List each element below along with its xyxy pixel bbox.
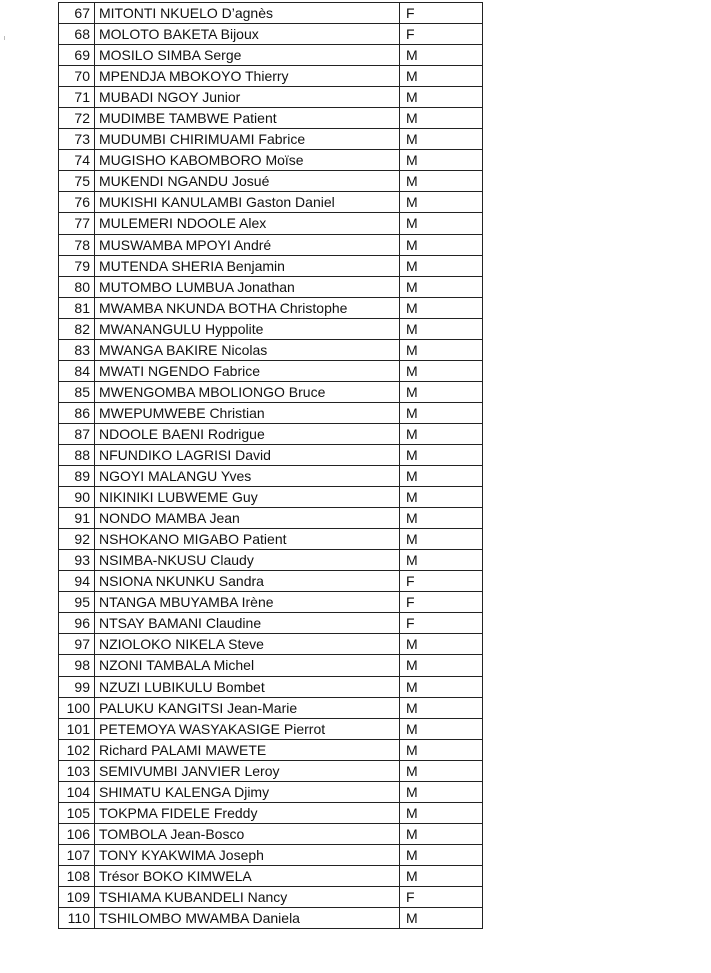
sex-code: F xyxy=(400,886,483,907)
table-row xyxy=(59,66,483,87)
person-name: NONDO MAMBA Jean xyxy=(95,508,400,529)
sex-code: M xyxy=(400,865,483,886)
person-name: MWANANGULU Hyppolite xyxy=(95,318,400,339)
table-row xyxy=(59,844,483,865)
table-row xyxy=(59,234,483,255)
table-row xyxy=(59,381,483,402)
person-name: MUBADI NGOY Junior xyxy=(95,87,400,108)
sex-code: F xyxy=(400,613,483,634)
row-number: 92 xyxy=(59,529,95,550)
person-name: NGOYI MALANGU Yves xyxy=(95,466,400,487)
person-name: MUSWAMBA MPOYI André xyxy=(95,234,400,255)
sex-code: M xyxy=(400,66,483,87)
table-row xyxy=(59,466,483,487)
table-row xyxy=(59,571,483,592)
row-number: 103 xyxy=(59,760,95,781)
sex-code: M xyxy=(400,781,483,802)
sex-code: M xyxy=(400,318,483,339)
sex-code: M xyxy=(400,129,483,150)
row-number: 67 xyxy=(59,3,95,24)
row-number: 75 xyxy=(59,171,95,192)
row-number: 93 xyxy=(59,550,95,571)
table-row xyxy=(59,3,483,24)
row-number: 105 xyxy=(59,802,95,823)
row-number: 86 xyxy=(59,402,95,423)
row-number: 87 xyxy=(59,423,95,444)
row-number: 83 xyxy=(59,339,95,360)
row-number: 99 xyxy=(59,676,95,697)
table-row xyxy=(59,634,483,655)
table-row xyxy=(59,171,483,192)
sex-code: M xyxy=(400,760,483,781)
table-row xyxy=(59,150,483,171)
table-row xyxy=(59,192,483,213)
sex-code: M xyxy=(400,634,483,655)
sex-code: M xyxy=(400,381,483,402)
person-name: Trésor BOKO KIMWELA xyxy=(95,865,400,886)
person-name: NSIONA NKUNKU Sandra xyxy=(95,571,400,592)
sex-code: M xyxy=(400,697,483,718)
table-row xyxy=(59,87,483,108)
sex-code: M xyxy=(400,676,483,697)
sex-code: M xyxy=(400,171,483,192)
roster-sheet xyxy=(58,2,482,929)
table-row xyxy=(59,865,483,886)
table-row xyxy=(59,908,483,929)
row-number: 106 xyxy=(59,823,95,844)
row-number: 90 xyxy=(59,487,95,508)
row-number: 80 xyxy=(59,276,95,297)
person-name: MWENGOMBA MBOLIONGO Bruce xyxy=(95,381,400,402)
person-name: Richard PALAMI MAWETE xyxy=(95,739,400,760)
person-name: MUTENDA SHERIA Benjamin xyxy=(95,255,400,276)
row-number: 96 xyxy=(59,613,95,634)
sex-code: M xyxy=(400,718,483,739)
person-name: SEMIVUMBI JANVIER Leroy xyxy=(95,760,400,781)
row-number: 88 xyxy=(59,444,95,465)
person-name: TOKPMA FIDELE Freddy xyxy=(95,802,400,823)
row-number: 94 xyxy=(59,571,95,592)
person-name: NIKINIKI LUBWEME Guy xyxy=(95,487,400,508)
row-number: 81 xyxy=(59,297,95,318)
table-row xyxy=(59,697,483,718)
row-number: 108 xyxy=(59,865,95,886)
person-name: MUDUMBI CHIRIMUAMI Fabrice xyxy=(95,129,400,150)
row-number: 82 xyxy=(59,318,95,339)
sex-code: M xyxy=(400,276,483,297)
person-name: NTSAY BAMANI Claudine xyxy=(95,613,400,634)
table-row xyxy=(59,276,483,297)
person-name: NSIMBA-NKUSU Claudy xyxy=(95,550,400,571)
row-number: 68 xyxy=(59,24,95,45)
sex-code: M xyxy=(400,87,483,108)
person-name: MUDIMBE TAMBWE Patient xyxy=(95,108,400,129)
table-row xyxy=(59,108,483,129)
table-row xyxy=(59,802,483,823)
sex-code: M xyxy=(400,739,483,760)
person-name: MUKENDI NGANDU Josué xyxy=(95,171,400,192)
person-name: MWAMBA NKUNDA BOTHA Christophe xyxy=(95,297,400,318)
sex-code: F xyxy=(400,592,483,613)
sex-code: M xyxy=(400,108,483,129)
sex-code: F xyxy=(400,571,483,592)
sex-code: M xyxy=(400,466,483,487)
row-number: 98 xyxy=(59,655,95,676)
row-number: 110 xyxy=(59,908,95,929)
sex-code: M xyxy=(400,297,483,318)
row-number: 77 xyxy=(59,213,95,234)
person-name: MUTOMBO LUMBUA Jonathan xyxy=(95,276,400,297)
row-number: 72 xyxy=(59,108,95,129)
table-row xyxy=(59,739,483,760)
sex-code: M xyxy=(400,192,483,213)
person-name: TONY KYAKWIMA Joseph xyxy=(95,844,400,865)
table-row xyxy=(59,318,483,339)
sex-code: M xyxy=(400,655,483,676)
row-number: 97 xyxy=(59,634,95,655)
table-row xyxy=(59,297,483,318)
table-row xyxy=(59,760,483,781)
person-name: PETEMOYA WASYAKASIGE Pierrot xyxy=(95,718,400,739)
row-number: 85 xyxy=(59,381,95,402)
row-number: 70 xyxy=(59,66,95,87)
sex-code: M xyxy=(400,823,483,844)
person-name: MWEPUMWEBE Christian xyxy=(95,402,400,423)
row-number: 104 xyxy=(59,781,95,802)
table-row xyxy=(59,45,483,66)
person-name: NTANGA MBUYAMBA Irène xyxy=(95,592,400,613)
table-row xyxy=(59,360,483,381)
row-number: 109 xyxy=(59,886,95,907)
sex-code: M xyxy=(400,529,483,550)
sex-code: M xyxy=(400,908,483,929)
sex-code: M xyxy=(400,508,483,529)
sex-code: M xyxy=(400,402,483,423)
row-number: 89 xyxy=(59,466,95,487)
person-name: MWANGA BAKIRE Nicolas xyxy=(95,339,400,360)
person-name: MITONTI NKUELO D’agnès xyxy=(95,3,400,24)
person-name: NZIOLOKO NIKELA Steve xyxy=(95,634,400,655)
person-name: MWATI NGENDO Fabrice xyxy=(95,360,400,381)
table-row xyxy=(59,655,483,676)
table-row xyxy=(59,402,483,423)
table-row xyxy=(59,213,483,234)
person-name: NFUNDIKO LAGRISI David xyxy=(95,444,400,465)
row-number: 101 xyxy=(59,718,95,739)
sex-code: M xyxy=(400,234,483,255)
table-row xyxy=(59,444,483,465)
table-row xyxy=(59,718,483,739)
row-number: 84 xyxy=(59,360,95,381)
sex-code: M xyxy=(400,487,483,508)
roster-body xyxy=(59,3,483,929)
sex-code: M xyxy=(400,150,483,171)
table-row xyxy=(59,823,483,844)
person-name: MUKISHI KANULAMBI Gaston Daniel xyxy=(95,192,400,213)
row-number: 78 xyxy=(59,234,95,255)
row-number: 71 xyxy=(59,87,95,108)
table-row xyxy=(59,423,483,444)
sex-code: M xyxy=(400,423,483,444)
table-row xyxy=(59,129,483,150)
row-number: 73 xyxy=(59,129,95,150)
table-row xyxy=(59,781,483,802)
person-name: NDOOLE BAENI Rodrigue xyxy=(95,423,400,444)
row-number: 69 xyxy=(59,45,95,66)
table-row xyxy=(59,676,483,697)
table-row xyxy=(59,339,483,360)
sex-code: M xyxy=(400,550,483,571)
row-number: 102 xyxy=(59,739,95,760)
sex-code: M xyxy=(400,844,483,865)
person-name: MOSILO SIMBA Serge xyxy=(95,45,400,66)
person-name: TOMBOLA Jean-Bosco xyxy=(95,823,400,844)
table-row xyxy=(59,529,483,550)
person-name: TSHIAMA KUBANDELI Nancy xyxy=(95,886,400,907)
person-name: SHIMATU KALENGA Djimy xyxy=(95,781,400,802)
person-name: MUGISHO KABOMBORO Moïse xyxy=(95,150,400,171)
person-name: MULEMERI NDOOLE Alex xyxy=(95,213,400,234)
table-row xyxy=(59,487,483,508)
table-row xyxy=(59,550,483,571)
person-name: NSHOKANO MIGABO Patient xyxy=(95,529,400,550)
row-number: 91 xyxy=(59,508,95,529)
person-name: MOLOTO BAKETA Bijoux xyxy=(95,24,400,45)
sex-code: M xyxy=(400,444,483,465)
sex-code: M xyxy=(400,213,483,234)
scan-margin-mark xyxy=(4,36,5,40)
person-name: MPENDJA MBOKOYO Thierry xyxy=(95,66,400,87)
table-row xyxy=(59,24,483,45)
row-number: 95 xyxy=(59,592,95,613)
table-row xyxy=(59,613,483,634)
row-number: 76 xyxy=(59,192,95,213)
row-number: 107 xyxy=(59,844,95,865)
sex-code: M xyxy=(400,339,483,360)
table-row xyxy=(59,508,483,529)
person-name: NZONI TAMBALA Michel xyxy=(95,655,400,676)
roster-table xyxy=(58,2,483,929)
person-name: NZUZI LUBIKULU Bombet xyxy=(95,676,400,697)
sex-code: M xyxy=(400,802,483,823)
sex-code: F xyxy=(400,24,483,45)
row-number: 74 xyxy=(59,150,95,171)
sex-code: F xyxy=(400,3,483,24)
table-row xyxy=(59,255,483,276)
table-row xyxy=(59,886,483,907)
sex-code: M xyxy=(400,255,483,276)
row-number: 79 xyxy=(59,255,95,276)
person-name: TSHILOMBO MWAMBA Daniela xyxy=(95,908,400,929)
sex-code: M xyxy=(400,45,483,66)
sex-code: M xyxy=(400,360,483,381)
row-number: 100 xyxy=(59,697,95,718)
table-row xyxy=(59,592,483,613)
person-name: PALUKU KANGITSI Jean-Marie xyxy=(95,697,400,718)
